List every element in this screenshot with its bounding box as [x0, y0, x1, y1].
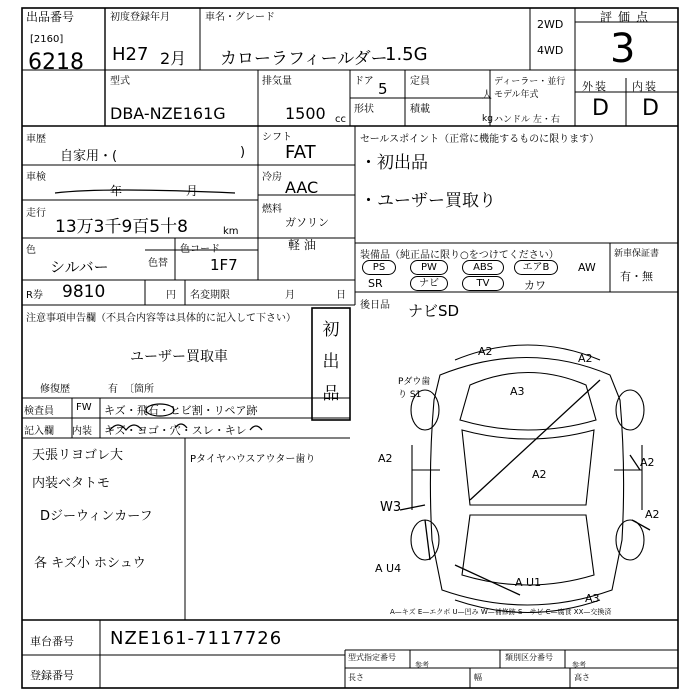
- color-value: シルバー: [50, 258, 109, 276]
- type-value: DBA-NZE161G: [110, 104, 226, 123]
- class-label: 類別区分番号: [505, 653, 553, 662]
- model-year-label: モデル年式: [494, 90, 539, 100]
- cc-label: 排気量: [262, 76, 292, 87]
- reg-label: 初度登録年月: [110, 12, 170, 23]
- inspector-row2: キズ・ヨゴ・穴・スレ・キレ: [104, 424, 247, 437]
- dealer-label: ディーラー・並行: [494, 77, 566, 87]
- mileage-value: 13万3千9百5十8: [55, 217, 188, 237]
- name-change-label: 名変期限: [190, 290, 230, 301]
- recycle-value: 9810: [62, 282, 106, 302]
- inspection-label: 車検: [26, 172, 46, 183]
- name-change-unit: 月: [285, 290, 295, 301]
- cc-unit: cc: [335, 114, 346, 125]
- post-install-label: 後日品: [360, 300, 390, 311]
- int-grade: D: [642, 96, 659, 121]
- ac-label: 冷房: [262, 172, 282, 183]
- width-label: 幅: [474, 673, 482, 682]
- mark-rear-right-a3: A3: [585, 592, 600, 605]
- repair-value: 有: [108, 384, 118, 395]
- drive-2wd: 2WD: [537, 18, 564, 31]
- equip-tv: TV: [462, 276, 504, 291]
- mark-hood-a3: A3: [510, 385, 525, 398]
- drive-4wd: 4WD: [537, 44, 564, 57]
- equip-aw: AW: [578, 261, 596, 274]
- load-unit: kg: [482, 114, 493, 124]
- mark-front-right-a2: A2: [578, 352, 593, 365]
- mark-left-a2: A2: [378, 452, 393, 465]
- warranty-value: 有・無: [620, 270, 653, 283]
- mark-rear-left-au4: A U4: [375, 562, 402, 575]
- mileage-label: 走行: [26, 208, 46, 219]
- equip-navi: ナビ: [410, 276, 448, 291]
- inspector-row1: キズ・飛石・ヒビ割・リペア跡: [104, 404, 258, 417]
- inspector-fw: FW: [76, 402, 92, 413]
- inspector-row2-prefix: 内装: [72, 426, 92, 437]
- height-label: 高さ: [574, 673, 590, 682]
- lot-number: 6218: [28, 50, 84, 75]
- type-label: 型式: [110, 76, 130, 87]
- inspector-hand2: 内装ベタトモ: [32, 476, 111, 491]
- handle-label: ハンドル 左・右: [494, 115, 560, 125]
- ac-value: AAC: [285, 178, 319, 197]
- reg-month: 2月: [160, 49, 187, 68]
- ref-1: 参考: [415, 661, 429, 669]
- inspector-label1: 検査員: [24, 406, 54, 417]
- ext-grade: D: [592, 96, 609, 121]
- name-change-day: 日: [336, 290, 346, 301]
- mark-front-a2: A2: [478, 345, 493, 358]
- fuel-oil: 軽 油: [288, 238, 316, 252]
- type-cert-label: 型式指定番号: [348, 653, 396, 662]
- repair-label: 修復歴: [40, 384, 70, 395]
- model-label: 車名・グレード: [205, 12, 275, 23]
- post-install-value: ナビSD: [408, 302, 460, 320]
- equip-sr: SR: [368, 277, 383, 290]
- door-value: 5: [378, 80, 388, 98]
- model-name: カローラフィールダー: [220, 49, 388, 69]
- cc-value: 1500: [285, 104, 326, 123]
- notes-main: ユーザー買取車: [130, 349, 228, 365]
- history-value: 自家用・(: [60, 149, 118, 164]
- equip-airbag: エアB: [514, 260, 558, 275]
- shift-label: シフト: [262, 132, 292, 143]
- history-label: 車歴: [26, 134, 46, 145]
- inspector-hand1: 天張リヨゴレ大: [32, 448, 124, 463]
- inspector-hand3: Dジーウィンカーフ: [40, 509, 153, 524]
- color-label: 色: [26, 245, 36, 256]
- equipment-label: 装備品（純正品に限り○をつけてください）: [360, 250, 559, 261]
- mark-right-a2: A2: [640, 456, 655, 469]
- chassis-label: 車台番号: [30, 635, 74, 648]
- int-label: 内装: [632, 80, 658, 93]
- ref-2: 参考: [572, 661, 586, 669]
- ext-label: 外装: [582, 80, 608, 93]
- cap-unit: 人: [482, 90, 492, 101]
- warranty-label: 新車保証書: [614, 249, 660, 259]
- sales-label: セールスポイント（正常に機能するものに限ります）: [360, 134, 600, 145]
- notes-label: 注意事項申告欄（不具合内容等は具体的に記入して下さい）: [26, 313, 296, 324]
- equip-abs: ABS: [462, 260, 504, 275]
- chassis-value: NZE161-7117726: [110, 628, 283, 649]
- equip-ps: PS: [362, 260, 396, 275]
- repair-unit: 〔箇所: [124, 384, 154, 395]
- inspector-label2: 記入欄: [24, 426, 54, 437]
- color-change-label: 色替: [148, 258, 168, 269]
- mark-left-w3: W3: [380, 500, 402, 515]
- equip-pw: PW: [410, 260, 448, 275]
- inspector-hand-right: Pタイヤハウスアウター歯り: [190, 454, 316, 465]
- equip-leather: カワ: [524, 279, 546, 292]
- eval-label: 評価点: [600, 10, 655, 24]
- cap-label: 定員: [410, 76, 430, 87]
- color-code-value: 1F7: [210, 256, 238, 274]
- mark-right-rear-a2: A2: [645, 508, 660, 521]
- recycle-unit: 円: [166, 290, 176, 301]
- lot-sub: [2160]: [30, 34, 64, 45]
- grade: 1.5G: [385, 44, 428, 65]
- recycle-label: R券: [26, 290, 43, 301]
- mark-roof-a2: A2: [532, 468, 547, 481]
- length-label: 長さ: [348, 673, 364, 682]
- color-code-label: 色コード: [180, 244, 220, 255]
- diagram-legend: A—キズ E—エクボ U—凹み W—補修跡 S—サビ C—腐食 XX—交換済: [390, 608, 612, 616]
- first-listing-stamp: 初出品: [322, 320, 340, 404]
- reg-year: H27: [112, 44, 149, 65]
- door-label: ドア: [354, 76, 374, 87]
- lot-label: 出品番号: [26, 10, 75, 24]
- inspector-hand4: 各 キズ小 ホシュウ: [34, 556, 146, 571]
- sales-line2: ・ユーザー買取り: [360, 191, 496, 211]
- fuel-gas: ガソリン: [285, 216, 329, 229]
- shape-label: 形状: [354, 104, 374, 115]
- mark-rear-au1: A U1: [515, 576, 542, 589]
- load-label: 積載: [410, 104, 430, 115]
- shift-value: FAT: [285, 142, 316, 163]
- inspection-value: 年 月: [110, 184, 228, 198]
- eval-score: 3: [610, 26, 636, 72]
- sales-line1: ・初出品: [360, 153, 428, 173]
- mileage-unit: km: [223, 226, 239, 237]
- history-close: ): [240, 145, 246, 160]
- mark-p-s1: Pダウ歯り S1: [398, 377, 431, 400]
- fuel-label: 燃料: [262, 204, 282, 215]
- reg-number-label: 登録番号: [30, 669, 74, 682]
